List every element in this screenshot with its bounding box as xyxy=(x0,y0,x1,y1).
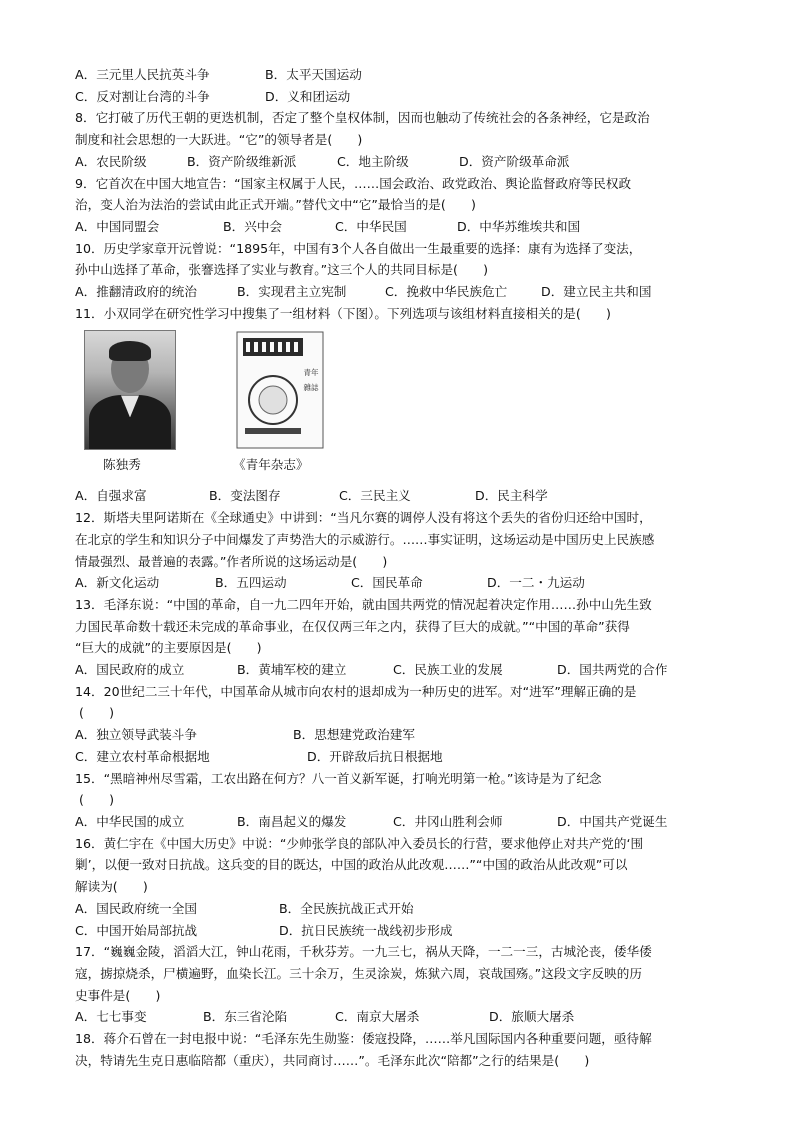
q11-figures xyxy=(75,330,725,485)
q14-stem: 14．20世纪二三十年代，中国革命从城市向农村的退却成为一种历史的进军。对“进军”理解正确的是 xyxy=(75,683,637,699)
q16-stem-cont2: 解读为( ) xyxy=(75,879,148,895)
q15-option-a: A．中华民国的成立 xyxy=(75,813,185,829)
q9-option-b: B．兴中会 xyxy=(223,218,283,234)
q12-stem-cont: 在北京的学生和知识分子中间爆发了声势浩大的示威游行。……事实证明，这场运动是中国历史上民族感 xyxy=(75,531,655,547)
q8-option-c: C．地主阶级 xyxy=(337,153,409,169)
q8-option-a: A．农民阶级 xyxy=(75,153,147,169)
q11-stem: 11．小双同学在研究性学习中搜集了一组材料（下图）。下列选项与该组材料直接相关的是( ) xyxy=(75,305,611,321)
q15-options xyxy=(75,811,725,833)
q8-options xyxy=(75,151,725,173)
q13-option-c: C．民族工业的发展 xyxy=(393,662,503,678)
q17-option-b: B．东三省沦陷 xyxy=(203,1009,288,1025)
q15-option-d: D．中国共产党诞生 xyxy=(557,813,668,829)
q14-options-row1 xyxy=(75,724,725,746)
q12-option-d: D．一二・九运动 xyxy=(487,575,585,591)
q10-option-a: A．推翻清政府的统治 xyxy=(75,284,197,300)
q12-stem-cont2: 情最强烈、最普遍的表露。”作者所说的这场运动是( ) xyxy=(75,553,388,569)
q16-options-row2 xyxy=(75,920,725,942)
q15-option-b: B．南昌起义的爆发 xyxy=(237,813,347,829)
magazine-title-1: 青年 xyxy=(303,368,319,378)
chen-duxiu-photo xyxy=(84,330,176,450)
q16-option-d: D．抗日民族统一战线初步形成 xyxy=(279,922,453,938)
q17-option-a: A．七七事变 xyxy=(75,1009,147,1025)
q12-options xyxy=(75,572,725,594)
q10-option-d: D．建立民主共和国 xyxy=(541,284,652,300)
q8-option-d: D．资产阶级革命派 xyxy=(459,153,570,169)
q17-stem-cont: 寇，掳掠烧杀，尸横遍野，血染长江。三十余万，生灵涂炭，炼狱六周，哀哉国殇。”这段文字反映的历 xyxy=(75,965,642,981)
q16-option-b: B．全民族抗战正式开始 xyxy=(279,900,414,916)
q15-option-c: C．井冈山胜利会师 xyxy=(393,813,503,829)
q9-stem-cont: 治，变人治为法治的尝试由此正式开端。”替代文中“它”最恰当的是( ) xyxy=(75,197,476,213)
youth-magazine-cover xyxy=(235,330,325,450)
q11-option-d: D．民主科学 xyxy=(475,488,548,504)
q13-option-d: D．国共两党的合作 xyxy=(557,662,668,678)
q7-option-b: B．太平天国运动 xyxy=(265,67,362,82)
q14-option-b: B．思想建党政治建军 xyxy=(293,727,415,743)
q13-stem-cont: 力国民革命数十载还未完成的革命事业，在仅仅两三年之内，获得了巨大的成就。”“中国的革命”获得 xyxy=(75,618,630,634)
q7-option-a: A．三元里人民抗英斗争 xyxy=(75,67,210,82)
caption-chen-duxiu: 陈独秀 xyxy=(103,457,141,473)
q16-option-c: C．中国开始局部抗战 xyxy=(75,922,198,938)
caption-youth-magazine: 《青年杂志》 xyxy=(233,457,309,473)
q12-stem: 12．斯塔夫里阿诺斯在《全球通史》中讲到：“当凡尔赛的调停人没有将这个丢失的省份归还给中国时， xyxy=(75,510,652,526)
q15-stem: 15．“黑暗神州尽雪霜，工农出路在何方？八一首义新军诞，打响光明第一枪。”该诗是为了纪念 xyxy=(75,770,602,786)
q7-options-row2 xyxy=(75,86,725,108)
q8-option-b: B．资产阶级维新派 xyxy=(187,153,297,169)
q10-stem-cont: 孙中山选择了革命，张謇选择了实业与教育。”这三个人的共同目标是( ) xyxy=(75,262,489,278)
q14-options-row2 xyxy=(75,746,725,768)
q8-stem-cont: 制度和社会思想的一大跃进。“它”的领导者是( ) xyxy=(75,132,363,148)
q9-stem: 9．它首次在中国大地宣告：“国家主权属于人民，……国会政治、政党政治、舆论监督政府等民权政 xyxy=(75,175,632,191)
q14-option-a: A．独立领导武装斗争 xyxy=(75,727,197,743)
q13-option-b: B．黄埔军校的建立 xyxy=(237,662,347,678)
q10-stem: 10．历史学家章开沅曾说：“1895年，中国有3个人各自做出一生最重要的选择：康有为选择了变法， xyxy=(75,240,642,256)
q17-stem: 17．“巍巍金陵，滔滔大江，钟山花雨，千秋芬芳。一九三七，祸从天降，一二一三，古城沦丧，倭华倭 xyxy=(75,944,652,960)
q11-option-a: A．自强求富 xyxy=(75,488,147,504)
q12-option-b: B．五四运动 xyxy=(215,575,287,591)
q12-option-a: A．新文化运动 xyxy=(75,575,160,591)
q7-options-row1 xyxy=(75,64,725,86)
q10-option-b: B．实现君主立宪制 xyxy=(237,284,347,300)
q16-stem: 16．黄仁宇在《中国大历史》中说：“少帅张学良的部队冲入委员长的行营，要求他停止对共产党的‘围 xyxy=(75,835,644,851)
q17-option-d: D．旅顺大屠杀 xyxy=(489,1009,575,1025)
q9-option-a: A．中国同盟会 xyxy=(75,218,160,234)
q13-options xyxy=(75,659,725,681)
magazine-title-2: 雜誌 xyxy=(303,383,319,393)
q17-options xyxy=(75,1006,725,1028)
q16-option-a: A．国民政府统一全国 xyxy=(75,900,197,916)
q9-option-c: C．中华民国 xyxy=(335,218,407,234)
q10-option-c: C．挽救中华民族危亡 xyxy=(385,284,508,300)
q9-option-d: D．中华苏维埃共和国 xyxy=(457,218,581,234)
q14-option-d: D．开辟敌后抗日根据地 xyxy=(307,748,443,764)
q9-options xyxy=(75,216,725,238)
q7-option-c: C．反对割让台湾的斗争 xyxy=(75,88,210,104)
q11-options xyxy=(75,485,725,507)
q17-option-c: C．南京大屠杀 xyxy=(335,1009,420,1025)
q13-stem: 13．毛泽东说：“中国的革命，自一九二四年开始，就由国共两党的情况起着决定作用……孙中山先生致 xyxy=(75,596,652,612)
q11-option-b: B．变法图存 xyxy=(209,488,281,504)
q14-option-c: C．建立农村革命根据地 xyxy=(75,748,210,764)
q16-options-row1 xyxy=(75,898,725,920)
q16-stem-cont: 剿’，以便一致对日抗战。这兵变的目的既达，中国的政治从此改观……”“中国的政治从此改观”可以 xyxy=(75,857,628,873)
q15-answer-blank: ( ) xyxy=(79,792,115,808)
q13-option-a: A．国民政府的成立 xyxy=(75,662,185,678)
q18-stem-cont: 决，特请先生克日惠临陪都（重庆），共同商讨……”。毛泽东此次“陪都”之行的结果是( ) xyxy=(75,1052,590,1068)
q8-stem: 8．它打破了历代王朝的更迭机制，否定了整个皇权体制，因而也触动了传统社会的各条神经，它是政治 xyxy=(75,110,650,126)
exam-page xyxy=(75,64,725,1071)
q11-option-c: C．三民主义 xyxy=(339,488,411,504)
q14-answer-blank: ( ) xyxy=(79,705,115,721)
q18-stem: 18．蒋介石曾在一封电报中说：“毛泽东先生勋鉴：倭寇投降，……举凡国际国内各种重要问题，亟待解 xyxy=(75,1031,652,1047)
q13-stem-cont2: “巨大的成就”的主要原因是( ) xyxy=(75,640,262,656)
q12-option-c: C．国民革命 xyxy=(351,575,423,591)
q10-options xyxy=(75,281,725,303)
q17-stem-cont2: 史事件是( ) xyxy=(75,987,161,1003)
q7-option-d: D．义和团运动 xyxy=(265,88,351,104)
